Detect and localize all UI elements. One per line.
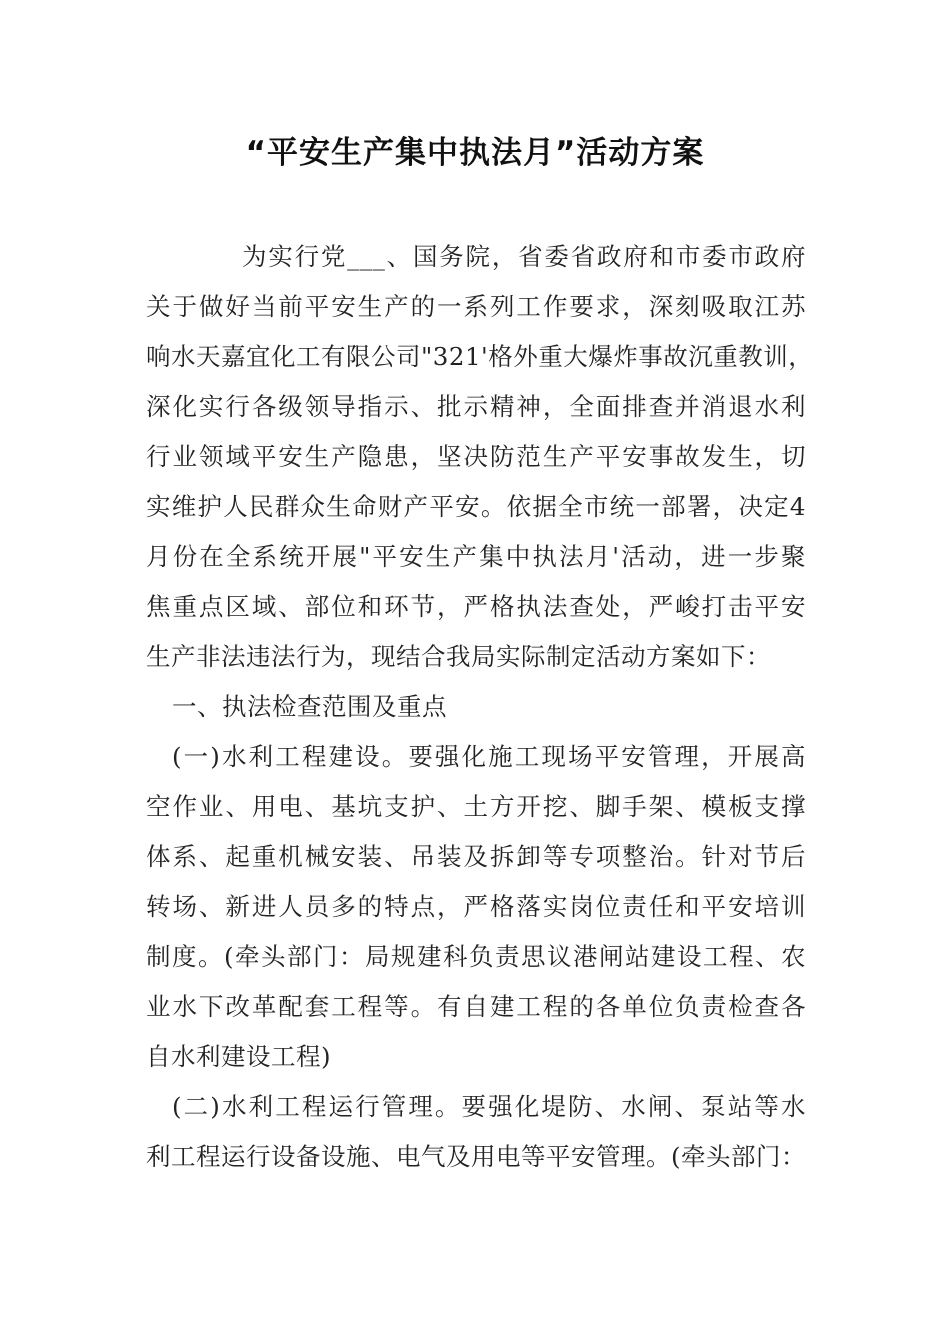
paragraph-line: 响水天嘉宜化工有限公司"321'格外重大爆炸事故沉重教训， [146,342,814,371]
paragraph-line: 生产非法违法行为，现结合我局实际制定活动方案如下： [146,642,771,671]
paragraph-line: 实维护人民群众生命财产平安。依据全市统一部署，决定4 [146,492,806,521]
paragraph-line: 业水下改革配套工程等。有自建工程的各单位负责检查各 [146,992,806,1021]
paragraph-line: 转场、新进人员多的特点，严格落实岗位责任和平安培训 [146,892,806,921]
paragraph-line: 空作业、用电、基坑支护、土方开挖、脚手架、模板支撑 [146,792,806,821]
paragraph-line: 利工程运行设备设施、电气及用电等平安管理。(牵头部门： [146,1142,807,1171]
document-body [146,232,814,1182]
paragraph-line: 焦重点区域、部位和环节，严格执法查处，严峻打击平安 [146,592,806,621]
section-heading: 一、执法检查范围及重点 [172,692,447,721]
paragraph-line: 深化实行各级领导指示、批示精神，全面排查并消退水利 [146,392,806,421]
paragraph-line: 体系、起重机械安装、吊装及拆卸等专项整治。针对节后 [146,842,806,871]
paragraph-line: (一)水利工程建设。要强化施工现场平安管理，开展高 [172,742,806,771]
paragraph-line: 关于做好当前平安生产的一系列工作要求，深刻吸取江苏 [146,292,806,321]
paragraph-line: 制度。(牵头部门：局规建科负责思议港闸站建设工程、农 [146,942,806,971]
paragraph-line: 月份在全系统开展"平安生产集中执法月'活动，进一步聚 [146,542,806,571]
paragraph-line: (二)水利工程运行管理。要强化堤防、水闸、泵站等水 [172,1092,806,1121]
paragraph-line: 自水利建设工程) [146,1042,332,1071]
document-title: “平安生产集中执法月”活动方案 [245,135,705,171]
paragraph-line: 为实行党___、国务院，省委省政府和市委市政府 [242,242,806,271]
paragraph-line: 行业领域平安生产隐患，坚决防范生产平安事故发生，切 [146,442,806,471]
